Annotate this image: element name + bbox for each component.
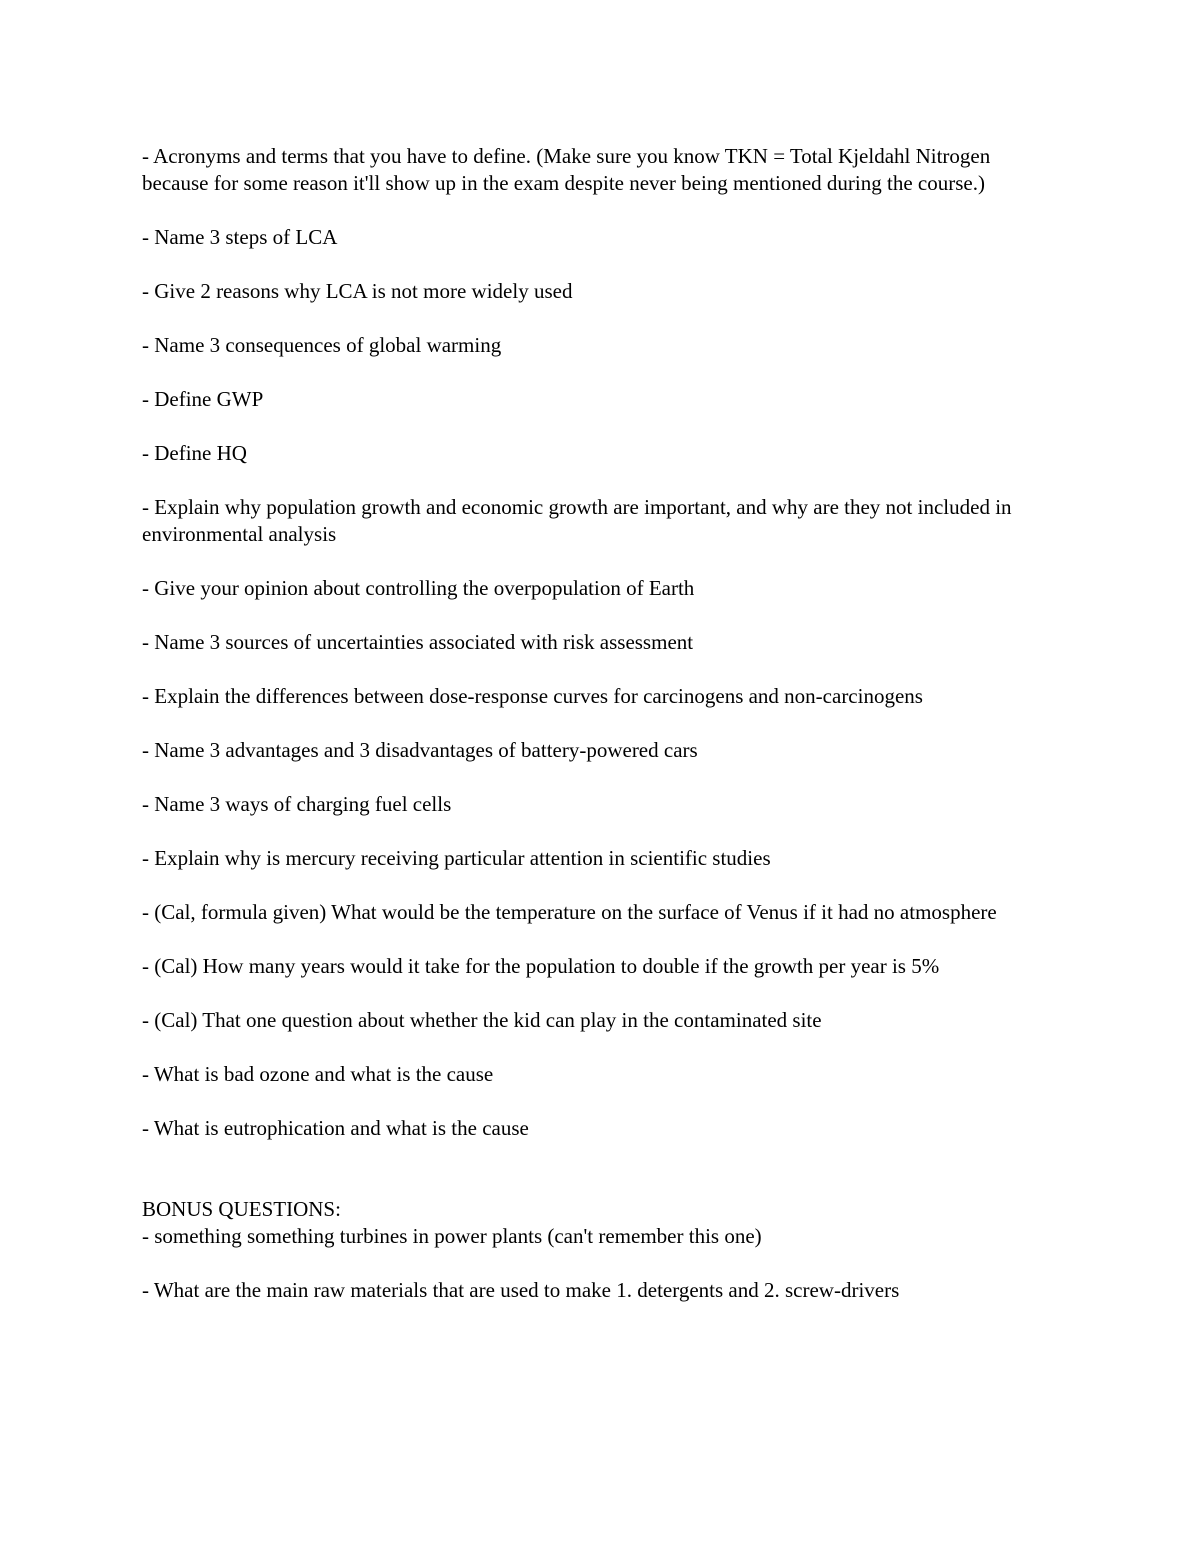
question-item: - Name 3 advantages and 3 disadvantages of battery-powered cars	[142, 738, 698, 762]
question-item: - (Cal, formula given) What would be the temperature on the surface of Venus if it had no atmosphere	[142, 900, 997, 924]
question-item: - Explain why is mercury receiving particular attention in scientific studies	[142, 846, 771, 870]
question-item: - What is bad ozone and what is the cause	[142, 1062, 494, 1086]
question-item: - Acronyms and terms that you have to define. (Make sure you know TKN = Total Kjeldahl Nitrogen because for some reason it'll show up in the exam despite never being mentioned during the course.)	[142, 144, 991, 195]
question-item: - (Cal) That one question about whether the kid can play in the contaminated site	[142, 1008, 822, 1032]
question-item: - What is eutrophication and what is the cause	[142, 1116, 529, 1140]
bonus-question-item: - What are the main raw materials that are used to make 1. detergents and 2. screw-drivers	[142, 1278, 900, 1302]
question-item: - Define GWP	[142, 387, 264, 411]
question-item: - Name 3 ways of charging fuel cells	[142, 792, 452, 816]
bonus-heading: BONUS QUESTIONS:	[142, 1197, 341, 1221]
question-item: - Name 3 steps of LCA	[142, 225, 338, 249]
bonus-question-item: - something something turbines in power plants (can't remember this one)	[142, 1224, 762, 1248]
question-item: - Define HQ	[142, 441, 247, 465]
question-item: - Name 3 sources of uncertainties associated with risk assessment	[142, 630, 694, 654]
question-item: - Explain why population growth and economic growth are important, and why are they not included in environmental analysis	[142, 495, 1012, 546]
question-item: - (Cal) How many years would it take for the population to double if the growth per year is 5%	[142, 954, 940, 978]
question-item: - Name 3 consequences of global warming	[142, 333, 502, 357]
question-item: - Give 2 reasons why LCA is not more widely used	[142, 279, 573, 303]
document-page	[142, 143, 1052, 1331]
question-item: - Give your opinion about controlling the overpopulation of Earth	[142, 576, 695, 600]
question-item: - Explain the differences between dose-response curves for carcinogens and non-carcinogens	[142, 684, 923, 708]
